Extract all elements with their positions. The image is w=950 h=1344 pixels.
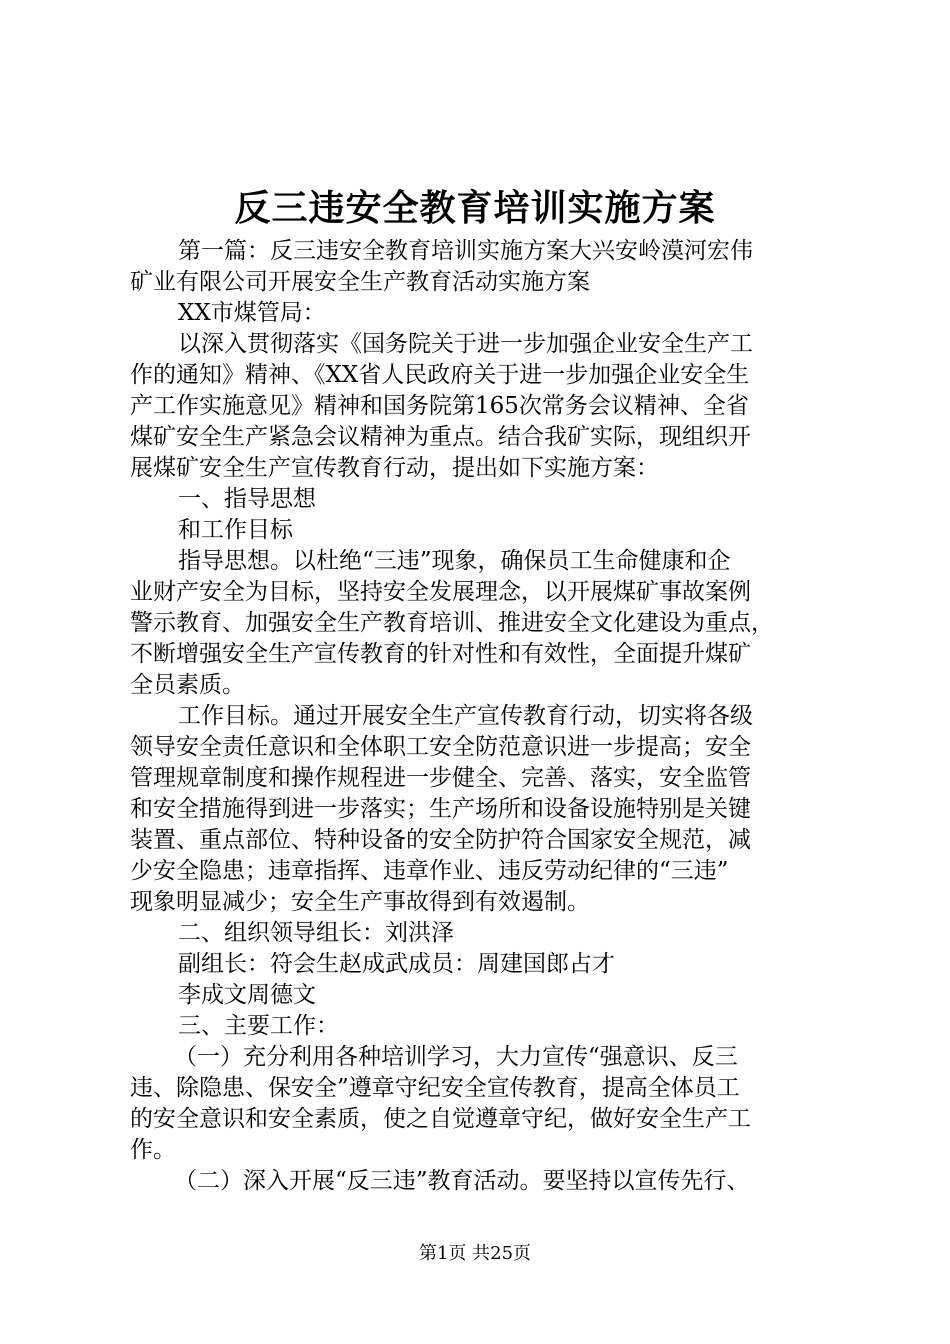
paragraph-line: 不断增强安全生产宣传教育的针对性和有效性，全面提升煤矿: [130, 641, 751, 667]
paragraph-line: （二）深入开展“反三违”教育活动。要坚持以宣传先行、: [174, 1168, 750, 1194]
paragraph-line: 工作目标。通过开展安全生产宣传教育行动，切实将各级: [178, 703, 753, 729]
paragraph-line: 产工作实施意见》精神和国务院第165次常务会议精神、全省: [130, 393, 749, 419]
paragraph-line: （一）充分利用各种培训学习，大力宣传“强意识、反三: [174, 1044, 738, 1070]
paragraph-line: 指导思想。以杜绝“三违”现象，确保员工生命健康和企: [178, 548, 731, 574]
paragraph-line: 的安全意识和安全素质，使之自觉遵章守纪，做好安全生产工: [130, 1106, 751, 1132]
section-heading: 和工作目标: [178, 517, 293, 543]
paragraph-line: 展煤矿安全生产宣传教育行动，提出如下实施方案：: [130, 455, 659, 481]
paragraph-line: 领导安全责任意识和全体职工安全防范意识进一步提高；安全: [130, 734, 751, 760]
paragraph-line: XX市煤管局：: [178, 300, 326, 326]
paragraph-line: 煤矿安全生产紧急会议精神为重点。结合我矿实际，现组织开: [130, 424, 751, 450]
page-footer: 第1页 共25页: [418, 1243, 532, 1264]
paragraph-line: 警示教育、加强安全生产教育培训、推进安全文化建设为重点，: [130, 610, 774, 636]
paragraph-line: 第一篇：反三违安全教育培训实施方案大兴安岭漠河宏伟: [178, 238, 753, 264]
paragraph-line: 业财产安全为目标，坚持安全发展理念，以开展煤矿事故案例: [130, 579, 751, 605]
paragraph-line: 管理规章制度和操作规程进一步健全、完善、落实，安全监管: [130, 765, 751, 791]
paragraph-line: 违、除隐患、保安全”遵章守纪安全宣传教育，提高全体员工: [130, 1075, 740, 1101]
paragraph-line: 全员素质。: [130, 672, 245, 698]
document-body: [130, 236, 825, 1197]
section-heading: 三、主要工作：: [178, 1013, 339, 1039]
section-heading: 二、组织领导组长：刘洪泽: [178, 920, 454, 946]
paragraph-line: 装置、重点部位、特种设备的安全防护符合国家安全规范，减: [130, 827, 751, 853]
paragraph-line: 矿业有限公司开展安全生产教育活动实施方案: [130, 269, 590, 295]
paragraph-line: 作。: [130, 1137, 176, 1163]
paragraph-line: 作的通知》精神、《XX省人民政府关于进一步加强企业安全生: [130, 362, 750, 388]
paragraph-line: 副组长：符会生赵成武成员：周建国郎占才: [178, 951, 615, 977]
paragraph-line: 少安全隐患；违章指挥、违章作业、违反劳动纪律的“三违”: [130, 858, 729, 884]
paragraph-line: 李成文周德文: [178, 982, 316, 1008]
document-title: 反三违安全教育培训实施方案: [234, 187, 716, 229]
paragraph-line: 以深入贯彻落实《国务院关于进一步加强企业安全生产工: [178, 331, 753, 357]
section-heading: 一、指导思想: [178, 486, 316, 512]
paragraph-line: 和安全措施得到进一步落实；生产场所和设备设施特别是关键: [130, 796, 751, 822]
paragraph-line: 现象明显减少；安全生产事故得到有效遏制。: [130, 889, 590, 915]
